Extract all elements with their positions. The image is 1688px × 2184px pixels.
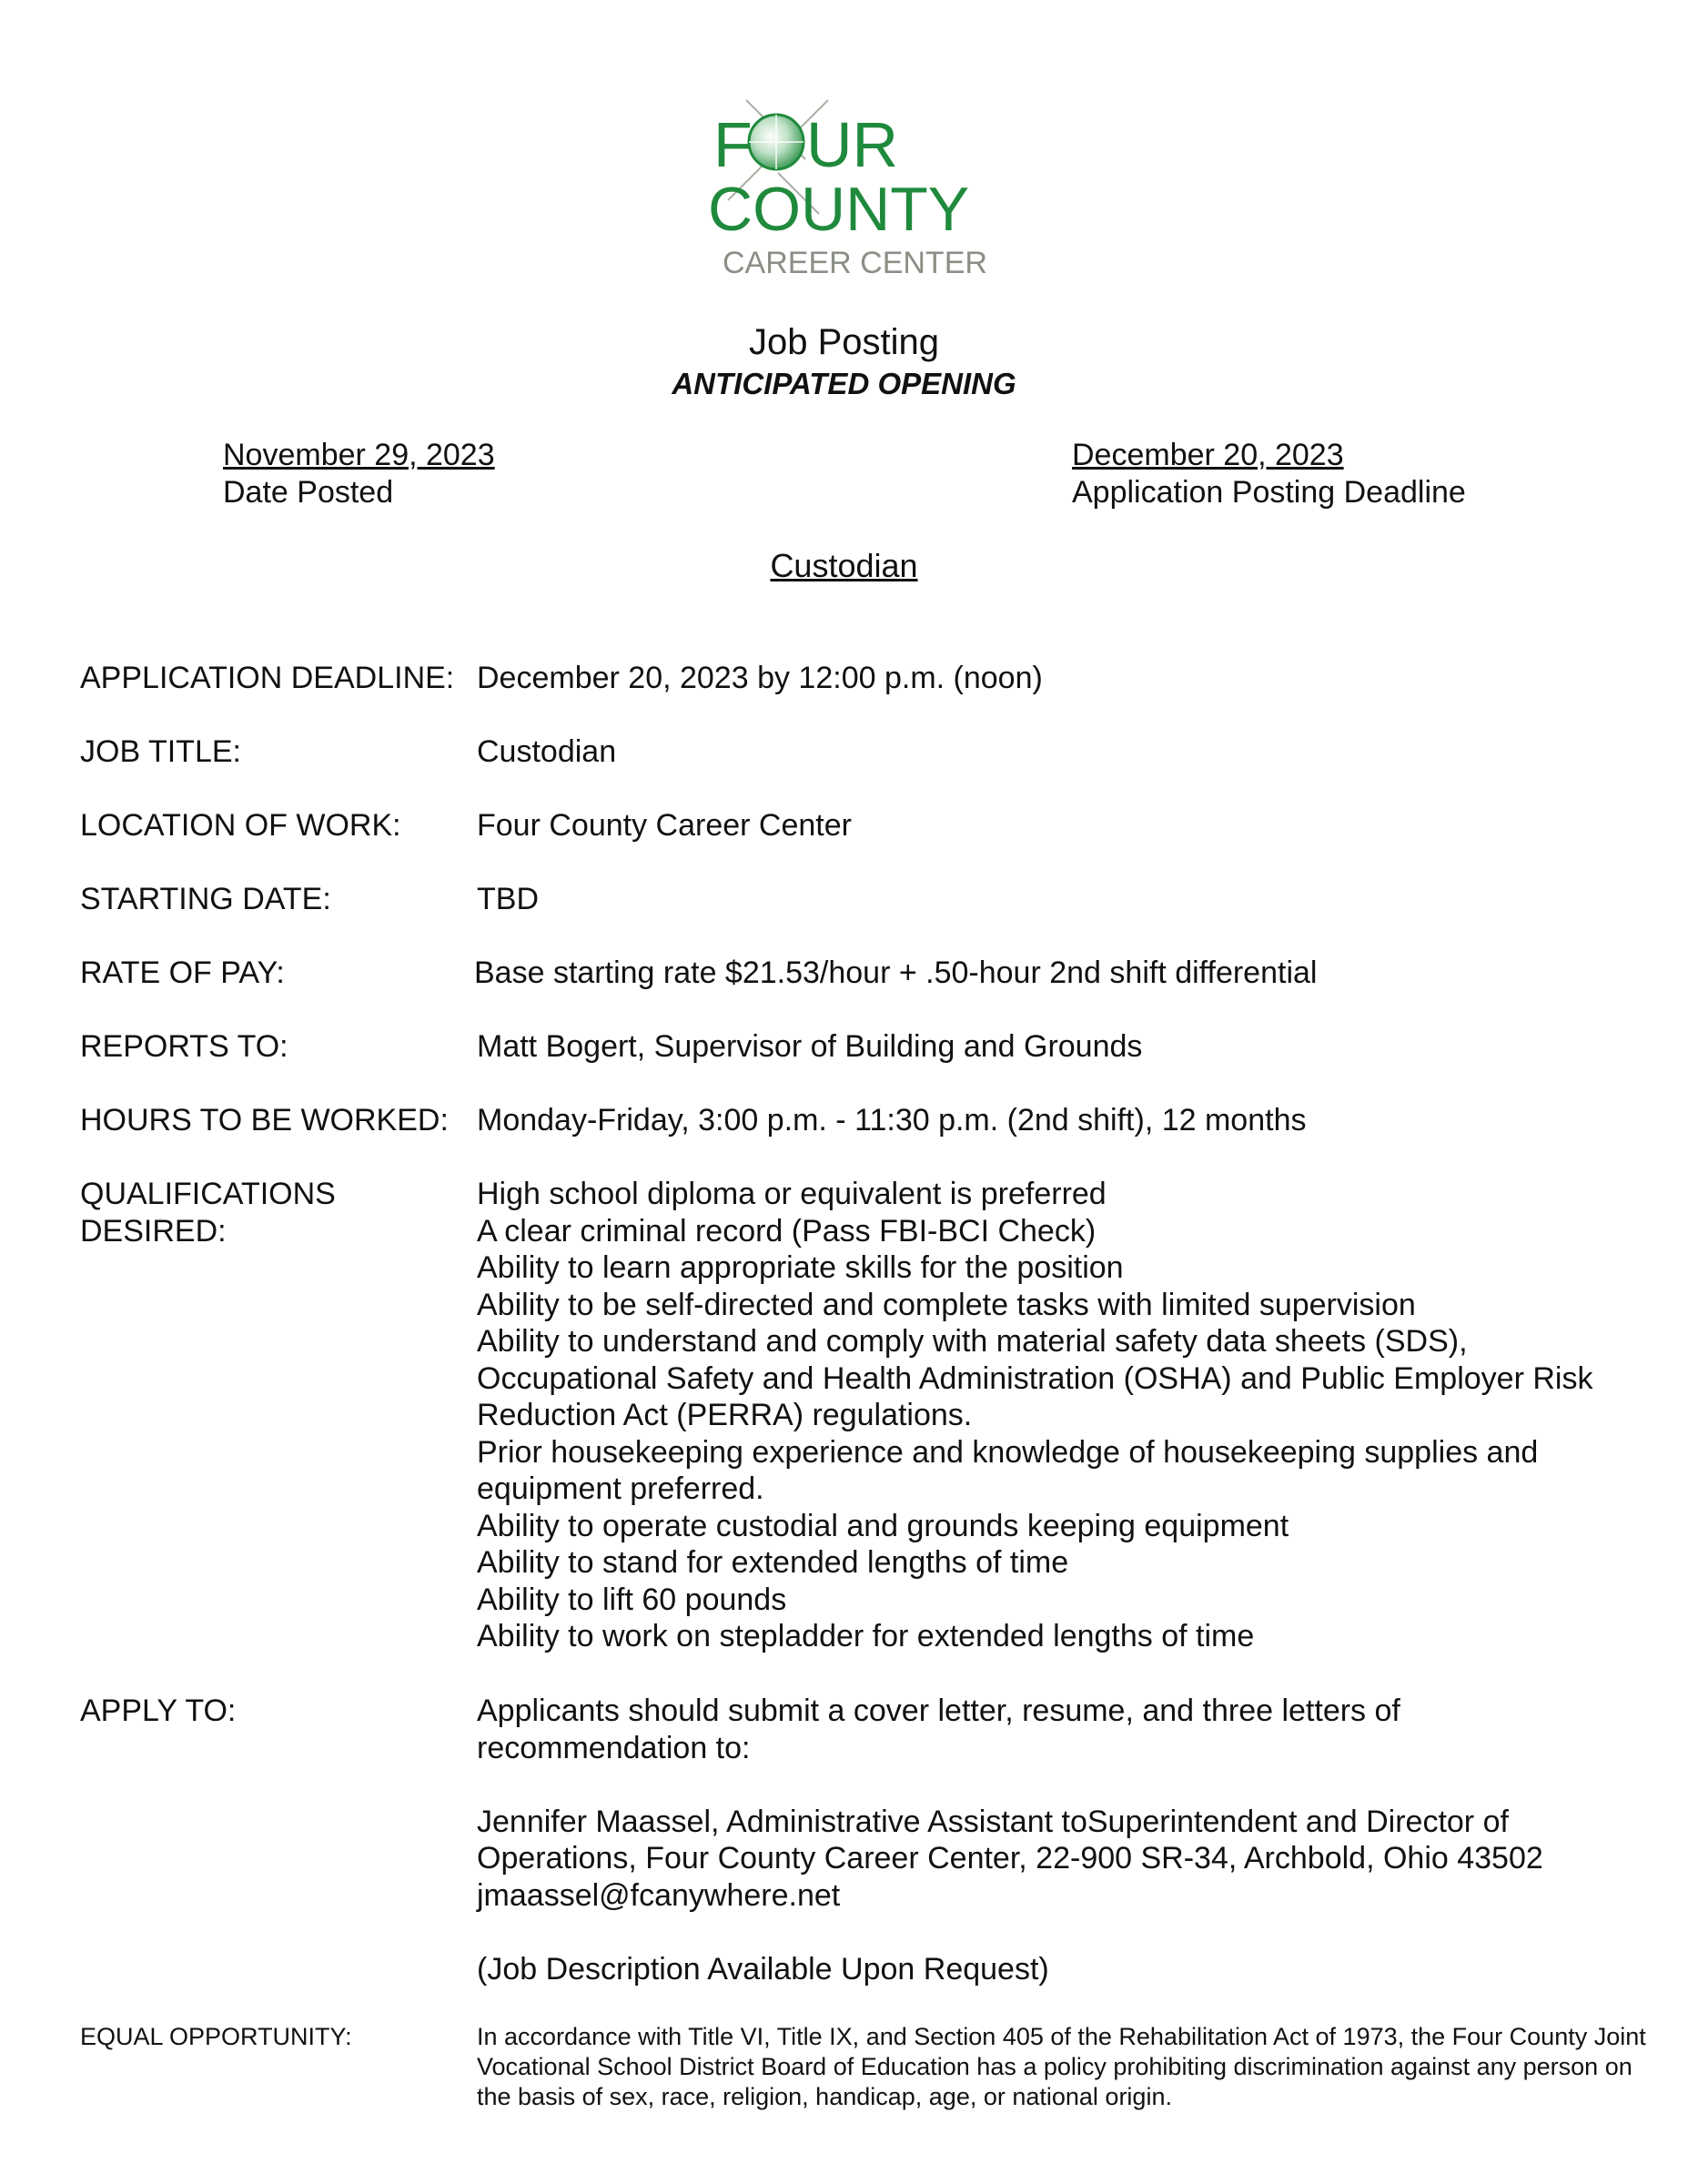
field-label: STARTING DATE: [80,882,331,916]
field-label: APPLICATION DEADLINE: [80,661,455,695]
field-label: REPORTS TO: [80,1029,288,1064]
field-value: Base starting rate $21.53/hour + .50-hour 2nd shift differential [474,956,1318,990]
list-item: Ability to lift 60 pounds [477,1582,787,1617]
field-label: EQUAL OPPORTUNITY: [80,2023,352,2050]
list-item: Ability to stand for extended lengths of time [477,1545,1069,1580]
field-label: JOB TITLE: [80,734,241,769]
field-value: Monday-Friday, 3:00 p.m. - 11:30 p.m. (2nd shift), 12 months [477,1103,1307,1138]
list-item: Ability to learn appropriate skills for the position [477,1250,1124,1285]
apply-contact: Jennifer Maassel, Administrative Assistant toSuperintendent and Director of Operations, Four County Career Center, 22-900 SR-34, Archbold, Ohio 43502 [477,1804,1543,1876]
field-label: RATE OF PAY: [80,956,285,990]
field-label: APPLY TO: [80,1694,237,1728]
apply-email[interactable]: jmaassel@fcanywhere.net [477,1877,841,1913]
apply-intro: Applicants should submit a cover letter, resume, and three letters of recommendation to: [477,1694,1400,1765]
deadline-block [1072,437,1466,511]
deadline-label: Application Posting Deadline [1072,475,1466,510]
list-item: Ability to be self-directed and complete tasks with limited supervision [477,1287,1416,1322]
list-item: Ability to operate custodial and grounds keeping equipment [477,1508,1289,1543]
qualifications-list [477,1176,1623,1655]
four-county-logo [692,91,1001,300]
apply-note: (Job Description Available Upon Request) [477,1951,1049,1987]
field-value: December 20, 2023 by 12:00 p.m. (noon) [477,661,1043,695]
page-title: Job Posting [748,322,940,362]
list-item: Ability to understand and comply with material safety data sheets (SDS), Occupational Safety and Health Administration (OSHA) and Public Employer Risk Reduction Act (PERRA) regulations. [477,1324,1593,1432]
deadline-value: December 20, 2023 [1072,438,1344,472]
field-value: Matt Bogert, Supervisor of Building and Grounds [477,1029,1143,1064]
list-item: High school diploma or equivalent is preferred [477,1177,1107,1211]
date-posted-value: November 29, 2023 [223,438,495,472]
field-label: QUALIFICATIONS DESIRED: [80,1177,336,1249]
field-label: HOURS TO BE WORKED: [80,1103,449,1138]
page-subtitle: ANTICIPATED OPENING [672,367,1016,400]
date-posted-block [223,437,495,511]
logo-line-career-center: CAREER CENTER [723,246,987,280]
apply-to-details [477,1693,1623,1987]
date-posted-label: Date Posted [223,475,394,510]
field-value: Custodian [477,734,617,769]
logo-line-four: F [713,109,753,180]
logo-line-four-rest: UR [806,109,899,180]
list-item: Prior housekeeping experience and knowledge of housekeeping supplies and equipment preferred. [477,1434,1539,1506]
field-label: LOCATION OF WORK: [80,808,401,843]
logo-line-county: COUNTY [708,175,970,244]
position-title: Custodian [770,547,918,584]
field-value: TBD [477,882,539,916]
list-item: A clear criminal record (Pass FBI-BCI Check) [477,1213,1097,1249]
equal-opportunity-statement: In accordance with Title VI, Title IX, and Section 405 of the Rehabilitation Act of 1973, the Four County Joint Vocational School District Board of Education has a policy prohibiting discrimination against any person on the basis of sex, race, religion, handicap, age, or national origin. [477,2023,1646,2110]
list-item: Ability to work on stepladder for extended lengths of time [477,1619,1255,1653]
field-value: Four County Career Center [477,808,852,843]
